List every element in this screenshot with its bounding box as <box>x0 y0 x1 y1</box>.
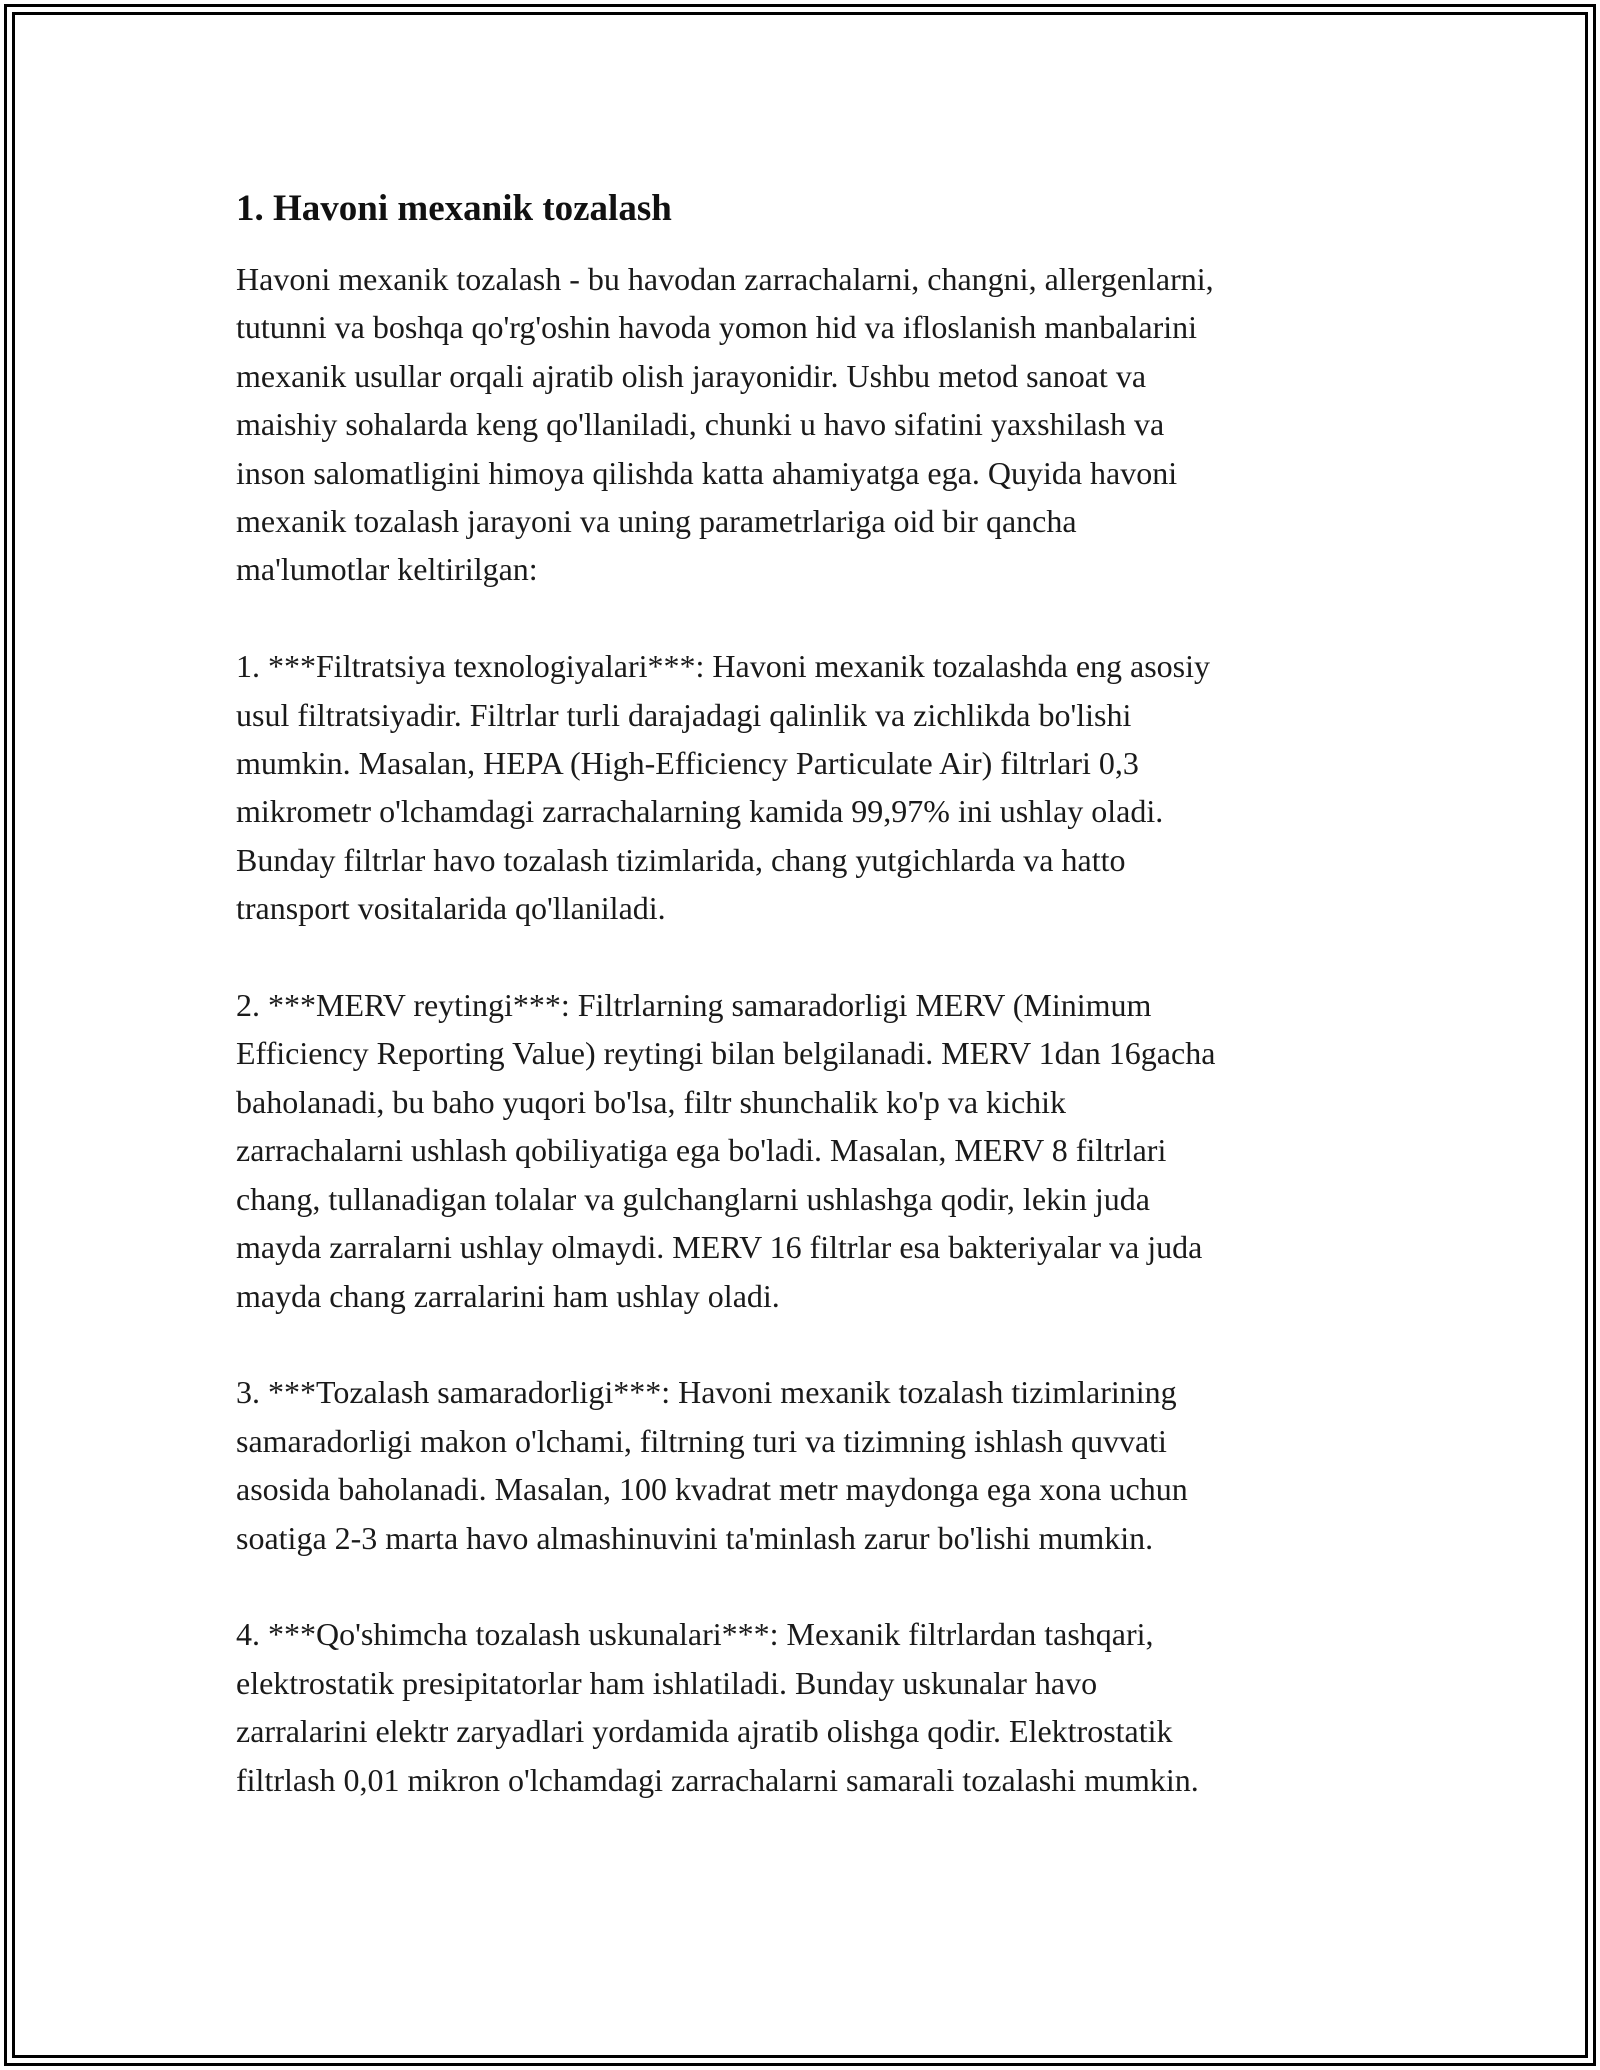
document-body <box>236 185 1406 1852</box>
paragraph-merv-rating: 2. ***MERV reytingi***: Filtrlarning samaradorligi MERV (Minimum Efficiency Reporting Value) reytingi bilan belgilanadi. MERV 1dan 16gacha baholanadi, bu baho yuqori bo'lsa, filtr shunchalik ko'p va kichik zarrachalarni ushlash qobiliyatiga ega bo'ladi. Masalan, MERV 8 filtrlari chang, tullanadigan tolalar va gulchanglarni ushlashga qodir, lekin juda mayda zarralarni ushlay olmaydi. MERV 16 filtrlar esa bakteriyalar va juda mayda chang zarralarini ham ushlay oladi. <box>236 987 1216 1314</box>
intro-paragraph: Havoni mexanik tozalash - bu havodan zarrachalarni, changni, allergenlarni, tutunni va boshqa qo'rg'oshin havoda yomon hid va ifloslanish manbalarini mexanik usullar orqali ajratib olish jarayonidir. Ushbu metod sanoat va maishiy sohalarda keng qo'llaniladi, chunki u havo sifatini yaxshilash va inson salomatligini himoya qilishda katta ahamiyatga ega. Quyida havoni mexanik tozalash jarayoni va uning parametrlariga oid bir qancha ma'lumotlar keltirilgan: <box>236 261 1214 588</box>
document-title: 1. Havoni mexanik tozalash <box>236 188 672 229</box>
paragraph-cleaning-efficiency: 3. ***Tozalash samaradorligi***: Havoni mexanik tozalash tizimlarining samaradorligi makon o'lchami, filtrning turi va tizimning ishlash quvvati asosida baholanadi. Masalan, 100 kvadrat metr maydonga ega xona uchun soatiga 2-3 marta havo almashinuvini ta'minlash zarur bo'lishi mumkin. <box>236 1374 1188 1556</box>
paragraph-additional-equipment: 4. ***Qo'shimcha tozalash uskunalari***: Mexanik filtrlardan tashqari, elektrostatik presipitatorlar ham ishlatiladi. Bunday uskunalar havo zarralarini elektr zaryadlari yordamida ajratib olishga qodir. Elektrostatik filtrlash 0,01 mikron o'lchamdagi zarrachalarni samarali tozalashi mumkin. <box>236 1616 1199 1798</box>
paragraph-filtration-technologies: 1. ***Filtratsiya texnologiyalari***: Havoni mexanik tozalashda eng asosiy usul filtratsiyadir. Filtrlar turli darajadagi qalinlik va zichlikda bo'lishi mumkin. Masalan, HEPA (High-Efficiency Particulate Air) filtrlari 0,3 mikrometr o'lchamdagi zarrachalarning kamida 99,97% ini ushlay oladi. Bunday filtrlar havo tozalash tizimlarida, chang yutgichlarda va hatto transport vositalarida qo'llaniladi. <box>236 648 1211 927</box>
